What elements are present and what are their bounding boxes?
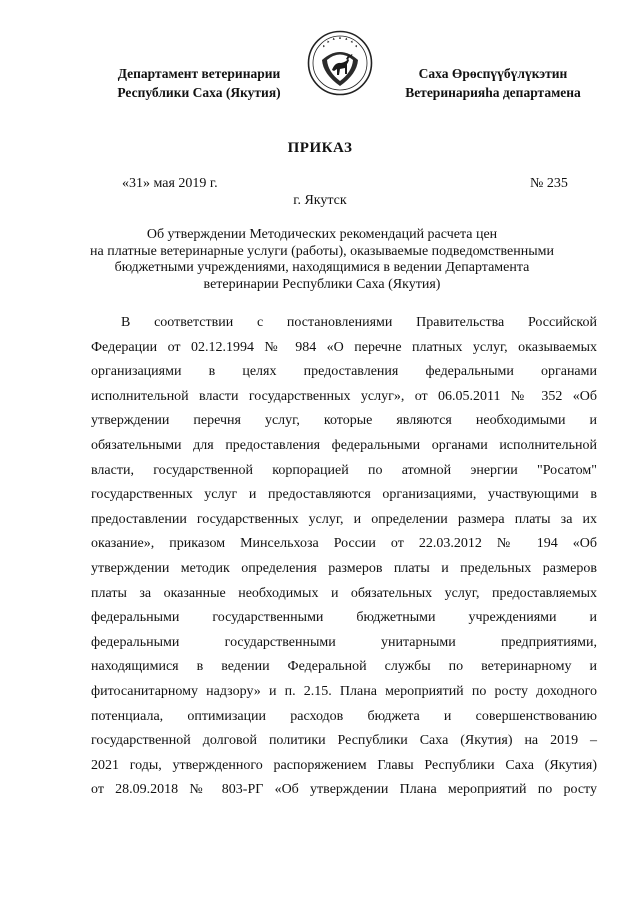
issuer-name-yakut	[388, 64, 598, 102]
document-date: «31» мая 2019 г.	[122, 176, 218, 191]
body-line: обязательными для предоставления федеральными органами исполнительной	[91, 437, 597, 453]
body-line: находящимися в ведении Федеральной службы по ветеринарному и	[91, 659, 597, 675]
body-line: предоставлении государственных услуг, и определении размера платы за их	[91, 511, 597, 527]
body-line: организациями в целях предоставления федеральными органами	[91, 364, 597, 380]
body-line: 2021 годы, утвержденного распоряжением Главы Республики Саха (Якутия)	[91, 757, 597, 773]
issuer-line: Республики Саха (Якутия)	[117, 85, 281, 100]
body-line: Федерации от 02.12.1994 № 984 «О перечне платных услуг, оказываемых	[91, 339, 597, 355]
body-line: государственной долговой политики Республики Саха (Якутия) на 2019 –	[91, 733, 597, 749]
body-line: утверждении методик определения размеров платы и предельных размеров	[91, 560, 597, 576]
body-line: платы за оказанные необходимых и обязательных услуг, предоставляемых	[91, 585, 597, 601]
document-type-title: ПРИКАЗ	[287, 140, 353, 156]
subject-line: на платные ветеринарные услуги (работы), оказываемые подведомственными	[90, 243, 554, 259]
body-line: федеральными государственными унитарными предприятиями,	[91, 634, 597, 650]
body-line: утверждении перечня услуг, которые являются необходимыми и	[91, 413, 597, 429]
body-line: государственных услуг и предоставляются организациями, участвующими в	[91, 487, 597, 503]
issuer-line: Департамент ветеринарии	[117, 66, 281, 81]
issuer-line: Ветеринарияһа департамена	[405, 85, 581, 100]
subject-line: бюджетными учреждениями, находящимися в ведении Департамента	[114, 260, 530, 276]
document-body	[91, 311, 597, 803]
body-line: власти, государственной корпорацией по атомной энергии "Росатом"	[91, 462, 597, 478]
issuer-name-russian	[104, 64, 294, 102]
issuer-line: Саха Өрөспүүбүлүкэтин	[418, 66, 568, 81]
body-line: от 28.09.2018 № 803-РГ «Об утверждении Плана мероприятий по росту	[91, 782, 597, 798]
document-number: № 235	[530, 176, 568, 191]
document-city: г. Якутск	[293, 193, 347, 208]
body-line: фитосанитарному надзору» и п. 2.15. Плана мероприятий по росту доходного	[91, 683, 597, 699]
body-line: потенциала, оптимизации расходов бюджета и совершенствованию	[91, 708, 597, 724]
body-line: исполнительной власти государственных услуг», от 06.05.2011 № 352 «Об	[91, 388, 597, 404]
coat-of-arms-icon	[307, 30, 373, 96]
document-subject	[90, 227, 554, 293]
body-line: федеральными государственными бюджетными учреждениями и	[91, 610, 597, 626]
body-line: оказание», приказом Минсельхоза России от 22.03.2012 № 194 «Об	[91, 536, 597, 552]
subject-line: ветеринарии Республики Саха (Якутия)	[203, 276, 441, 292]
body-line: В соответствии с постановлениями Правительства Российской	[121, 315, 597, 330]
subject-line: Об утверждении Методических рекомендаций расчета цен	[146, 227, 498, 242]
